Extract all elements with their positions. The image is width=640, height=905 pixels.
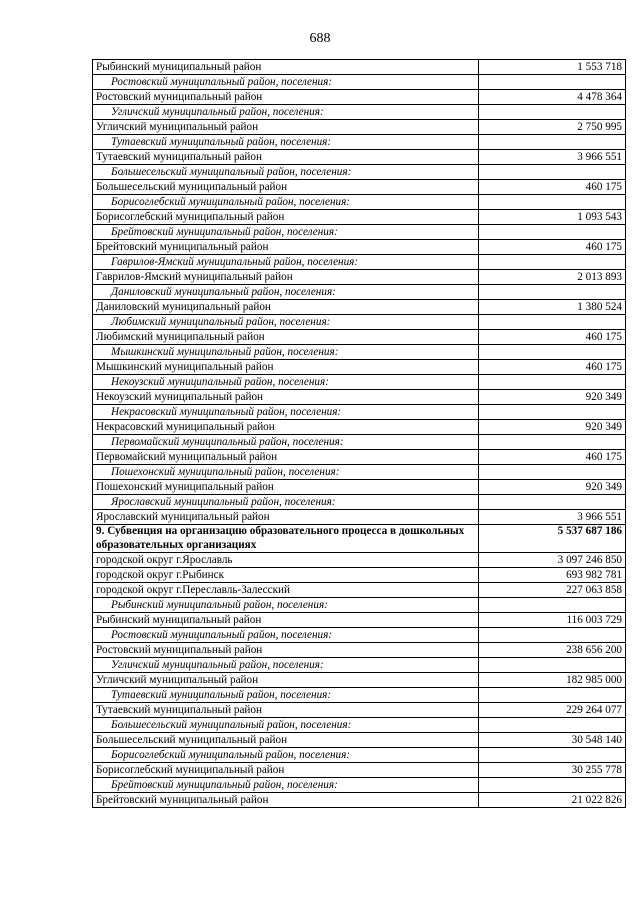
- district-subheading: Ростовский муниципальный район, поселения:: [93, 75, 479, 90]
- recipient-name: Даниловский муниципальный район: [93, 300, 479, 315]
- subheading-row: [93, 435, 626, 450]
- table-row: [93, 480, 626, 495]
- subheading-row: [93, 405, 626, 420]
- recipient-name: Брейтовский муниципальный район: [93, 793, 479, 808]
- amount-cell: [479, 315, 626, 330]
- recipient-name: Ярославский муниципальный район: [93, 510, 479, 525]
- budget-table: [92, 59, 626, 808]
- table-row: [93, 763, 626, 778]
- amount-cell: 229 264 077: [479, 703, 626, 718]
- amount-cell: [479, 778, 626, 793]
- amount-cell: 30 255 778: [479, 763, 626, 778]
- table-row: [93, 390, 626, 405]
- recipient-name: Рыбинский муниципальный район: [93, 613, 479, 628]
- district-subheading: Борисоглебский муниципальный район, поселения:: [93, 195, 479, 210]
- district-subheading: Брейтовский муниципальный район, поселения:: [93, 225, 479, 240]
- recipient-name: городской округ г.Рыбинск: [93, 568, 479, 583]
- recipient-name: Некрасовский муниципальный район: [93, 420, 479, 435]
- amount-cell: 3 097 246 850: [479, 553, 626, 568]
- recipient-name: Брейтовский муниципальный район: [93, 240, 479, 255]
- amount-cell: [479, 495, 626, 510]
- subheading-row: [93, 225, 626, 240]
- recipient-name: Борисоглебский муниципальный район: [93, 210, 479, 225]
- table-row: [93, 420, 626, 435]
- district-subheading: Ярославский муниципальный район, поселения:: [93, 495, 479, 510]
- district-subheading: Большесельский муниципальный район, поселения:: [93, 718, 479, 733]
- recipient-name: Угличский муниципальный район: [93, 120, 479, 135]
- table-row: [93, 90, 626, 105]
- subheading-row: [93, 658, 626, 673]
- district-subheading: Рыбинский муниципальный район, поселения:: [93, 598, 479, 613]
- recipient-name: Ростовский муниципальный район: [93, 643, 479, 658]
- subheading-row: [93, 165, 626, 180]
- table-row: [93, 60, 626, 75]
- amount-cell: 116 003 729: [479, 613, 626, 628]
- amount-cell: 2 750 995: [479, 120, 626, 135]
- recipient-name: городской округ г.Ярославль: [93, 553, 479, 568]
- amount-cell: 1 380 524: [479, 300, 626, 315]
- amount-cell: 460 175: [479, 450, 626, 465]
- amount-cell: [479, 628, 626, 643]
- subheading-row: [93, 748, 626, 763]
- amount-cell: [479, 345, 626, 360]
- amount-cell: 30 548 140: [479, 733, 626, 748]
- amount-cell: [479, 225, 626, 240]
- section-heading-row: [93, 525, 626, 553]
- amount-cell: [479, 405, 626, 420]
- recipient-name: Борисоглебский муниципальный район: [93, 763, 479, 778]
- subheading-row: [93, 465, 626, 480]
- amount-cell: 920 349: [479, 420, 626, 435]
- subheading-row: [93, 628, 626, 643]
- district-subheading: Борисоглебский муниципальный район, поселения:: [93, 748, 479, 763]
- recipient-name: Гаврилов-Ямский муниципальный район: [93, 270, 479, 285]
- amount-cell: [479, 598, 626, 613]
- amount-cell: 460 175: [479, 240, 626, 255]
- district-subheading: Некрасовский муниципальный район, поселения:: [93, 405, 479, 420]
- district-subheading: Тутаевский муниципальный район, поселения:: [93, 688, 479, 703]
- recipient-name: Некоузский муниципальный район: [93, 390, 479, 405]
- amount-cell: 693 982 781: [479, 568, 626, 583]
- district-subheading: Первомайский муниципальный район, поселения:: [93, 435, 479, 450]
- budget-table-body: [93, 60, 626, 808]
- amount-cell: [479, 688, 626, 703]
- amount-cell: 3 966 551: [479, 150, 626, 165]
- table-row: [93, 553, 626, 568]
- amount-cell: 1 553 718: [479, 60, 626, 75]
- amount-cell: [479, 195, 626, 210]
- amount-cell: 920 349: [479, 480, 626, 495]
- table-row: [93, 673, 626, 688]
- subheading-row: [93, 135, 626, 150]
- amount-cell: [479, 435, 626, 450]
- amount-cell: [479, 105, 626, 120]
- district-subheading: Брейтовский муниципальный район, поселения:: [93, 778, 479, 793]
- amount-cell: 920 349: [479, 390, 626, 405]
- amount-cell: 238 656 200: [479, 643, 626, 658]
- table-row: [93, 330, 626, 345]
- amount-cell: 4 478 364: [479, 90, 626, 105]
- subheading-row: [93, 598, 626, 613]
- table-row: [93, 733, 626, 748]
- table-row: [93, 120, 626, 135]
- recipient-name: Большесельский муниципальный район: [93, 180, 479, 195]
- table-row: [93, 703, 626, 718]
- subheading-row: [93, 105, 626, 120]
- district-subheading: Большесельский муниципальный район, поселения:: [93, 165, 479, 180]
- amount-cell: 21 022 826: [479, 793, 626, 808]
- section-total: 5 537 687 186: [479, 525, 626, 553]
- district-subheading: Гаврилов-Ямский муниципальный район, поселения:: [93, 255, 479, 270]
- subheading-row: [93, 375, 626, 390]
- amount-cell: [479, 285, 626, 300]
- amount-cell: 3 966 551: [479, 510, 626, 525]
- subheading-row: [93, 778, 626, 793]
- district-subheading: Даниловский муниципальный район, поселения:: [93, 285, 479, 300]
- table-row: [93, 568, 626, 583]
- table-row: [93, 450, 626, 465]
- table-row: [93, 270, 626, 285]
- table-row: [93, 240, 626, 255]
- amount-cell: 460 175: [479, 360, 626, 375]
- subheading-row: [93, 495, 626, 510]
- recipient-name: Большесельский муниципальный район: [93, 733, 479, 748]
- recipient-name: Любимский муниципальный район: [93, 330, 479, 345]
- table-row: [93, 300, 626, 315]
- table-row: [93, 210, 626, 225]
- amount-cell: [479, 748, 626, 763]
- subheading-row: [93, 315, 626, 330]
- recipient-name: Угличский муниципальный район: [93, 673, 479, 688]
- amount-cell: 460 175: [479, 330, 626, 345]
- amount-cell: 182 985 000: [479, 673, 626, 688]
- page-number: 688: [309, 31, 331, 46]
- amount-cell: 227 063 858: [479, 583, 626, 598]
- recipient-name: Тутаевский муниципальный район: [93, 703, 479, 718]
- recipient-name: Пошехонский муниципальный район: [93, 480, 479, 495]
- recipient-name: Мышкинский муниципальный район: [93, 360, 479, 375]
- district-subheading: Мышкинский муниципальный район, поселения:: [93, 345, 479, 360]
- table-row: [93, 360, 626, 375]
- district-subheading: Ростовский муниципальный район, поселения:: [93, 628, 479, 643]
- amount-cell: 2 013 893: [479, 270, 626, 285]
- recipient-name: Первомайский муниципальный район: [93, 450, 479, 465]
- district-subheading: Угличский муниципальный район, поселения:: [93, 658, 479, 673]
- amount-cell: [479, 165, 626, 180]
- section-title: 9. Субвенция на организацию образовательного процесса в дошкольных образовательных организациях: [93, 525, 479, 553]
- district-subheading: Любимский муниципальный район, поселения:: [93, 315, 479, 330]
- amount-cell: [479, 135, 626, 150]
- recipient-name: Рыбинский муниципальный район: [93, 60, 479, 75]
- table-row: [93, 150, 626, 165]
- amount-cell: 1 093 543: [479, 210, 626, 225]
- table-row: [93, 643, 626, 658]
- recipient-name: Ростовский муниципальный район: [93, 90, 479, 105]
- amount-cell: [479, 718, 626, 733]
- subheading-row: [93, 75, 626, 90]
- subheading-row: [93, 718, 626, 733]
- district-subheading: Угличский муниципальный район, поселения:: [93, 105, 479, 120]
- subheading-row: [93, 688, 626, 703]
- table-row: [93, 510, 626, 525]
- table-row: [93, 583, 626, 598]
- district-subheading: Тутаевский муниципальный район, поселения:: [93, 135, 479, 150]
- amount-cell: [479, 465, 626, 480]
- amount-cell: [479, 375, 626, 390]
- amount-cell: [479, 658, 626, 673]
- subheading-row: [93, 285, 626, 300]
- recipient-name: Тутаевский муниципальный район: [93, 150, 479, 165]
- table-row: [93, 793, 626, 808]
- amount-cell: [479, 255, 626, 270]
- subheading-row: [93, 345, 626, 360]
- amount-cell: [479, 75, 626, 90]
- recipient-name: городской округ г.Переславль-Залесский: [93, 583, 479, 598]
- subheading-row: [93, 195, 626, 210]
- district-subheading: Некоузский муниципальный район, поселения:: [93, 375, 479, 390]
- table-row: [93, 613, 626, 628]
- amount-cell: 460 175: [479, 180, 626, 195]
- subheading-row: [93, 255, 626, 270]
- table-row: [93, 180, 626, 195]
- district-subheading: Пошехонский муниципальный район, поселения:: [93, 465, 479, 480]
